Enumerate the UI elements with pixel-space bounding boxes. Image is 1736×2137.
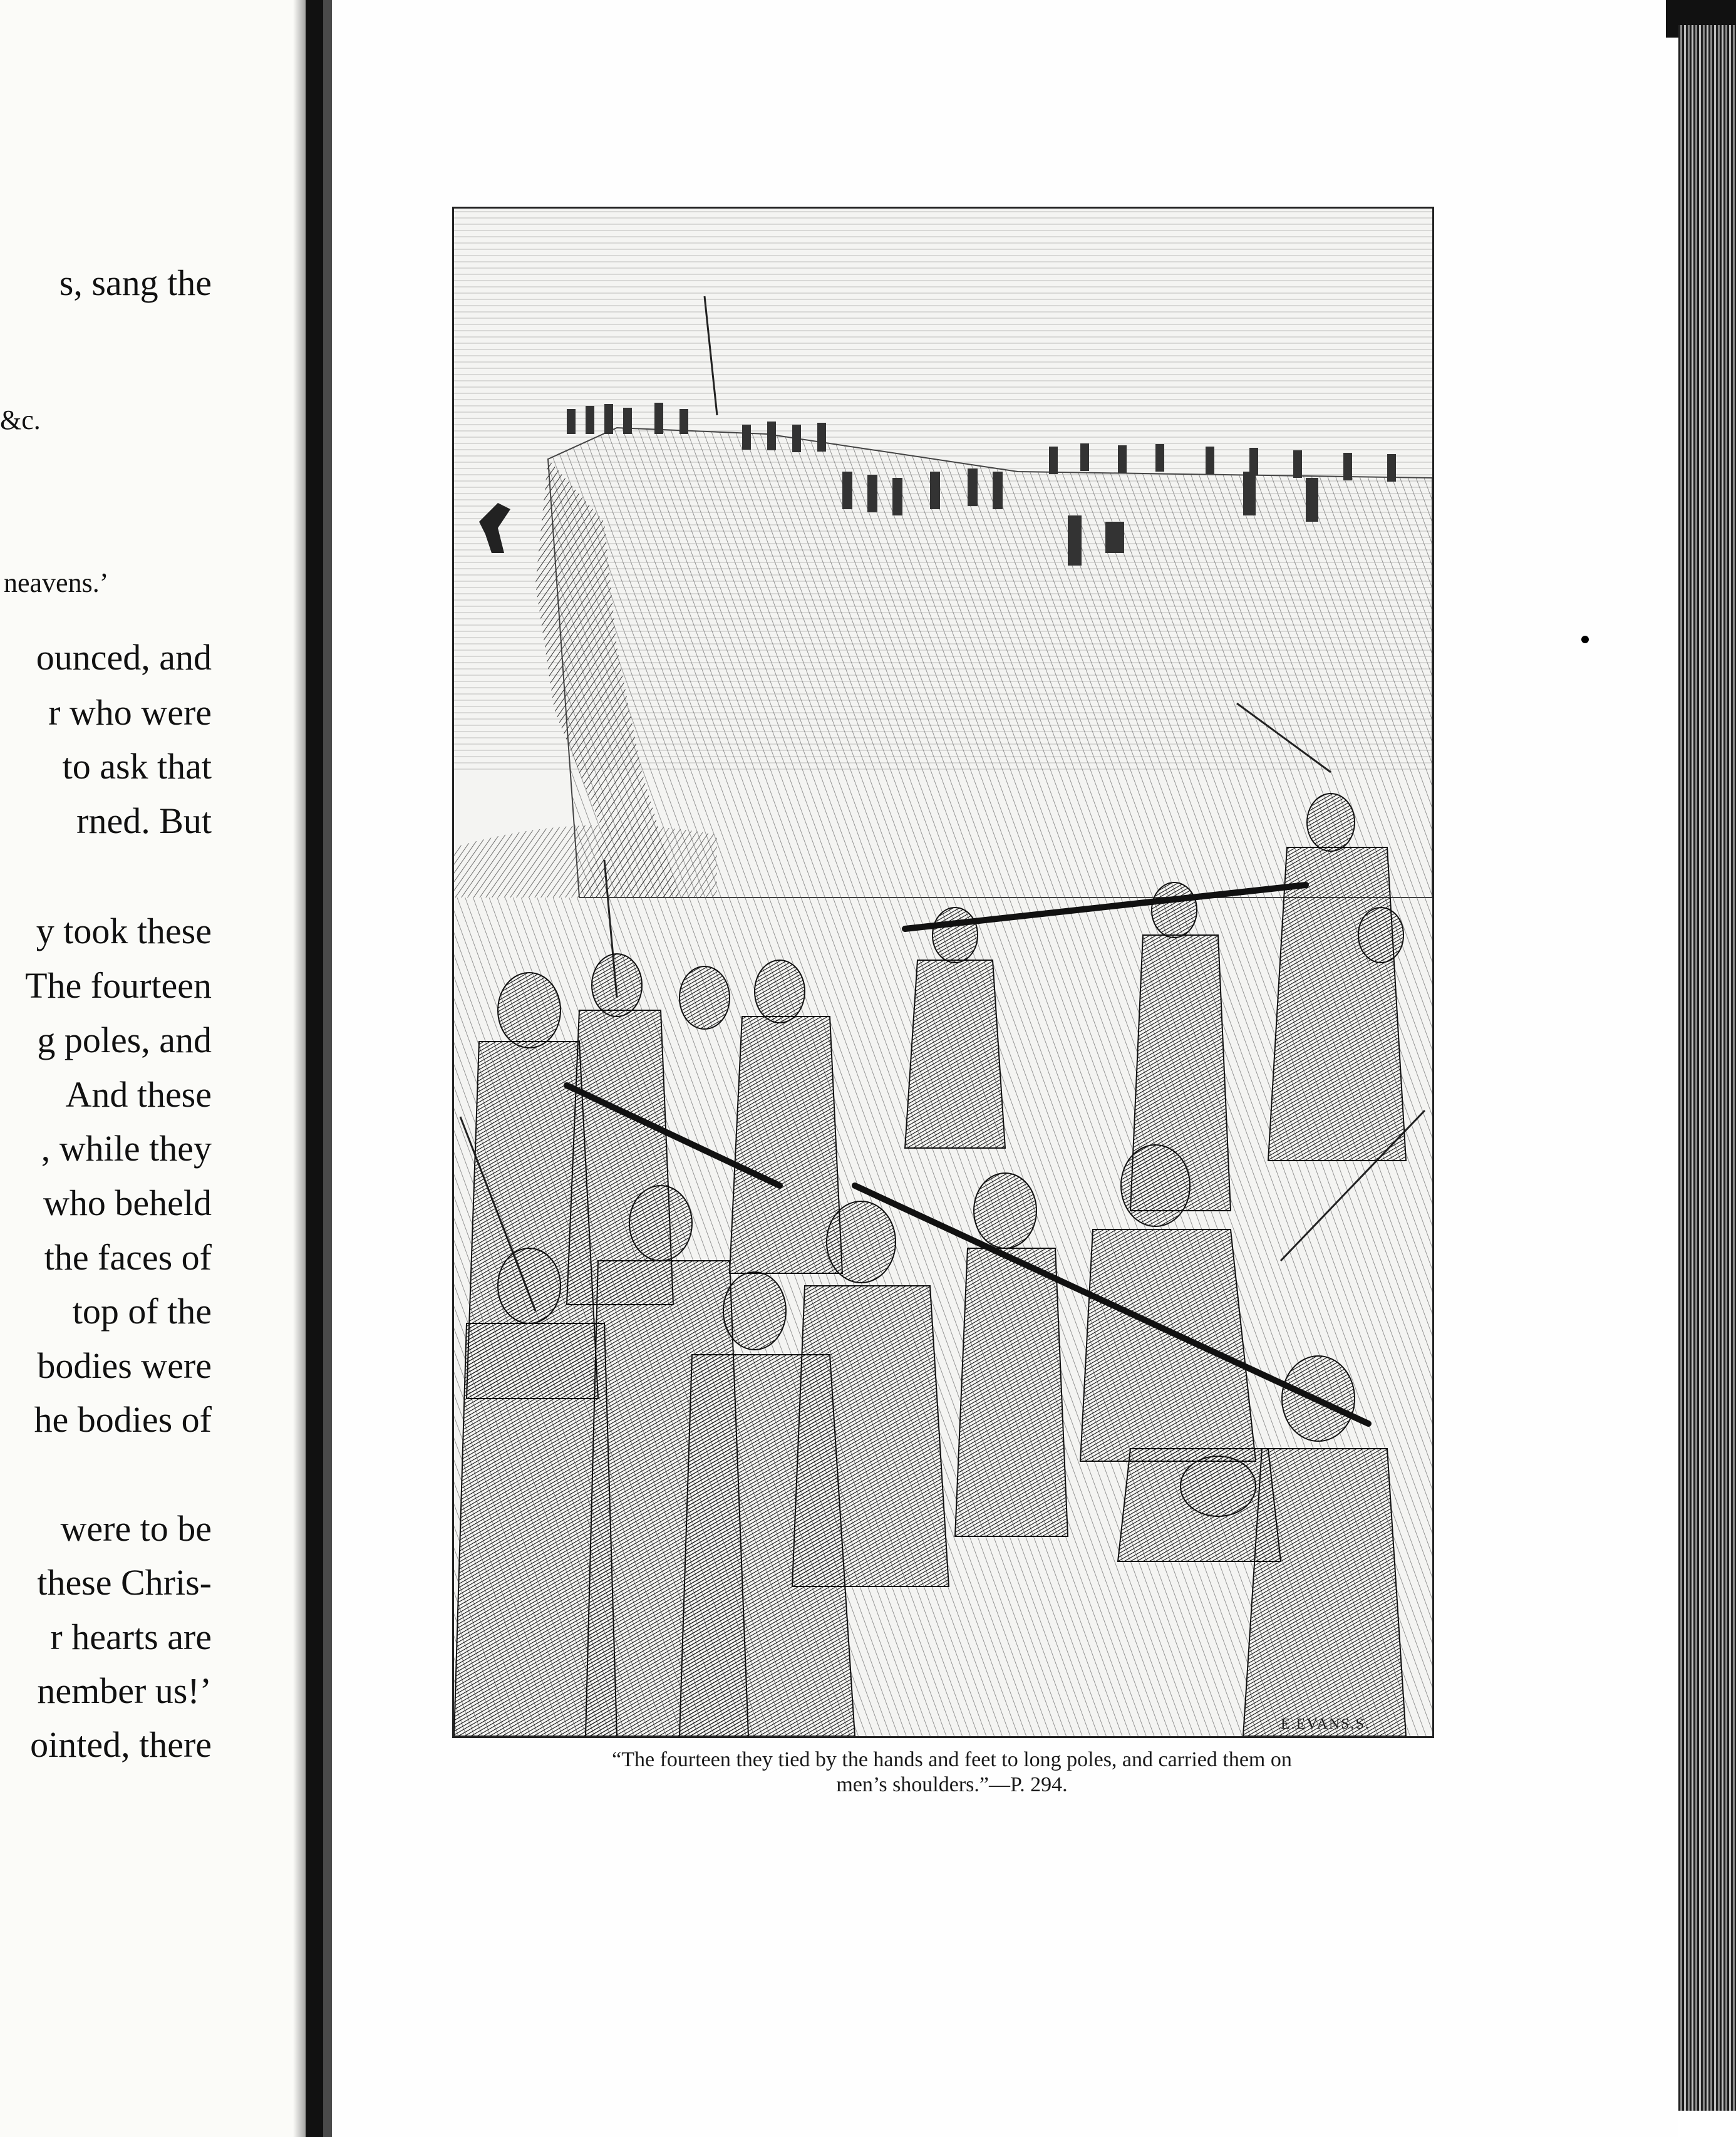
ink-speck: [1581, 636, 1589, 643]
left-page-line: &c.: [0, 405, 41, 435]
left-page-line: bodies were: [37, 1345, 212, 1386]
cliff-plateau: [548, 428, 1432, 898]
left-page-line: the faces of: [44, 1237, 212, 1278]
caption-line-2: men’s shoulders.”—P. 294.: [836, 1773, 1068, 1796]
left-page-line: neavens.’: [4, 567, 109, 598]
left-page-line: s, sang the: [59, 262, 212, 303]
left-page-line: nember us!’: [37, 1670, 212, 1711]
illustration-caption: [438, 1747, 1465, 1798]
left-facing-page: [0, 0, 309, 2137]
left-page-line: The fourteen: [25, 965, 212, 1006]
left-page-line: he bodies of: [34, 1399, 212, 1440]
left-page-line: , while they: [41, 1128, 212, 1169]
page-shadow: [293, 0, 306, 2137]
book-gutter: [306, 0, 332, 2137]
left-page-line: top of the: [72, 1291, 212, 1332]
left-page-line: And these: [65, 1074, 212, 1115]
engraver-signature: E.EVANS.S.: [1281, 1716, 1370, 1732]
caption-line-1: “The fourteen they tied by the hands and feet to long poles, and carried them on: [612, 1748, 1292, 1771]
left-page-line: r who were: [48, 692, 212, 733]
engraving-illustration: [452, 207, 1434, 1738]
book-page-edges: [1678, 25, 1736, 2111]
left-page-line: ounced, and: [36, 637, 212, 678]
left-page-line: who beheld: [43, 1182, 212, 1223]
left-page-line: g poles, and: [37, 1020, 212, 1060]
distant-hills: [454, 825, 717, 898]
left-page-line: y took these: [36, 911, 212, 951]
left-page-line: ointed, there: [30, 1724, 212, 1765]
left-page-line: these Chris-: [37, 1562, 212, 1603]
left-page-line: were to be: [60, 1508, 212, 1549]
left-page-line: rned. But: [76, 800, 212, 841]
left-page-line: r hearts are: [50, 1617, 212, 1657]
left-page-line: to ask that: [62, 746, 212, 787]
